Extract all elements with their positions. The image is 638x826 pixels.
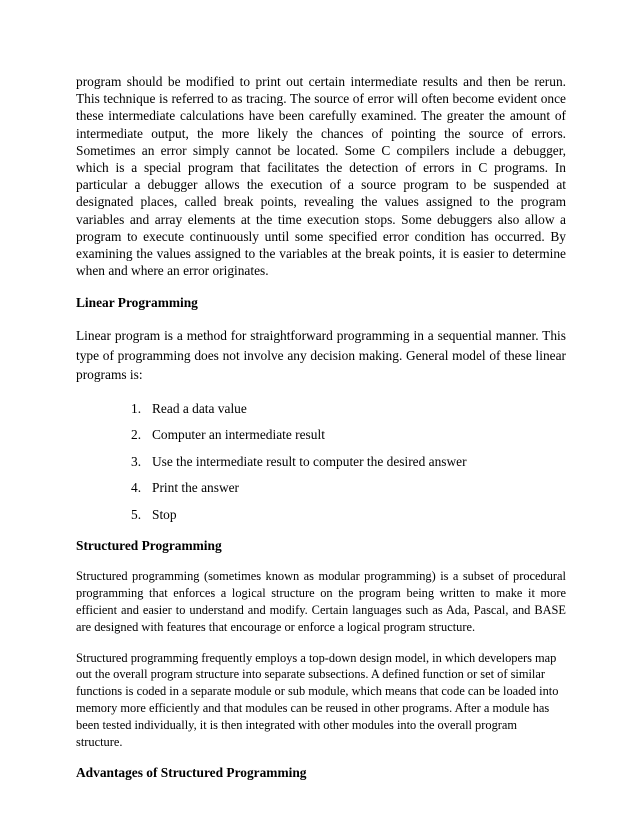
advantages-heading: Advantages of Structured Programming bbox=[76, 765, 307, 780]
list-item-text: Read a data value bbox=[152, 400, 247, 416]
list-item bbox=[131, 453, 566, 470]
structured-paragraph-2: Structured programming frequently employs a top-down design model, in which developers map out the overall program structure into separate subsections. A defined function or set of similar functions is coded in a separate module or sub module, which means that code can be loaded into memory more efficiently and that modules can be reused in other programs. After a module has been tested individually, it is then integrated with other modules into the overall program structure. bbox=[76, 650, 559, 750]
list-item-number: 3. bbox=[131, 453, 142, 469]
list-item-text: Computer an intermediate result bbox=[152, 427, 325, 443]
list-item bbox=[131, 400, 566, 417]
linear-steps-list bbox=[76, 400, 566, 523]
linear-programming-paragraph: Linear program is a method for straightforward programming in a sequential manner. This type of programming does not involve any decision making. General model of these linear programs is: bbox=[76, 328, 566, 383]
list-item-number: 1. bbox=[131, 400, 142, 416]
structured-programming-heading: Structured Programming bbox=[76, 537, 222, 553]
list-item bbox=[131, 426, 566, 443]
linear-programming-heading: Linear Programming bbox=[76, 295, 198, 311]
list-item-text: Use the intermediate result to computer the desired answer bbox=[152, 453, 467, 469]
list-item bbox=[131, 506, 566, 523]
structured-paragraph-1: Structured programming (sometimes known as modular programming) is a subset of procedural programming that enforces a logical structure on the program being written to make it more efficient and easier to understand and modify. Certain languages such as Ada, Pascal, and BASE are designed with features that encourage or enforce a logical program structure. bbox=[76, 568, 566, 634]
list-item-number: 5. bbox=[131, 506, 142, 522]
list-item-number: 2. bbox=[131, 427, 142, 443]
document-page bbox=[76, 73, 566, 781]
list-item-number: 4. bbox=[131, 480, 142, 496]
list-item-text: Stop bbox=[152, 506, 177, 522]
intro-paragraph: program should be modified to print out certain intermediate results and then be rerun. This technique is referred to as tracing. The source of error will often become evident once these intermediate calculations have been carefully examined. The greater the amount of intermediate output, the more likely the chances of pointing the source of errors. Sometimes an error simply cannot be located. Some C compilers include a debugger, which is a special program that facilitates the detection of errors in C programs. In particular a debugger allows the execution of a source program to be suspended at designated places, called break points, revealing the values assigned to the program variables and array elements at the time execution stops. Some debuggers also allow a program to execute continuously until some specified error condition has occurred. By examining the values assigned to the variables at the break points, it is easier to determine when and where an error originates. bbox=[76, 74, 566, 279]
list-item-text: Print the answer bbox=[152, 480, 240, 496]
list-item bbox=[131, 479, 566, 496]
